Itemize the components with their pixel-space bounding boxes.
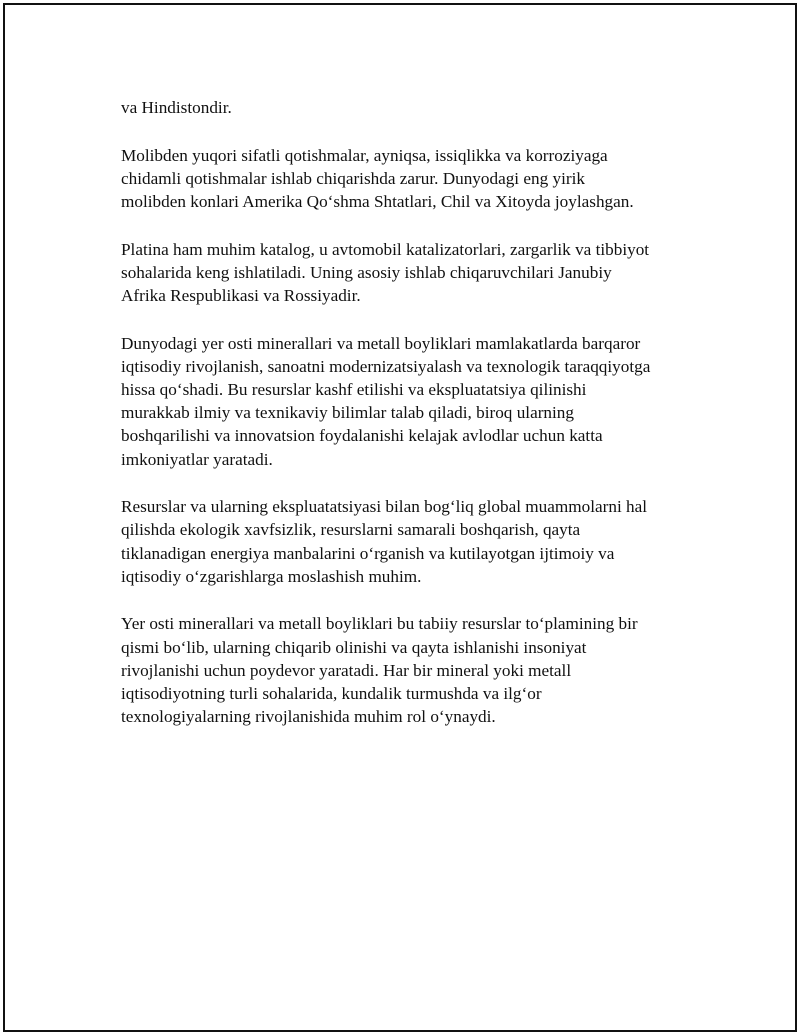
text-line: rivojlanishi uchun poydevor yaratadi. Har bir mineral yoki metall — [121, 660, 572, 680]
text-line: sohalarida keng ishlatiladi. Uning asosiy ishlab chiqaruvchilari Janubiy — [121, 262, 612, 282]
paragraph-2 — [121, 144, 701, 214]
paragraph-6 — [121, 612, 701, 728]
text-line: iqtisodiy o‘zgarishlarga moslashish muhim. — [121, 566, 422, 586]
paragraph-1 — [121, 96, 701, 119]
text-line: hissa qo‘shadi. Bu resurslar kashf etilishi va ekspluatatsiya qilinishi — [121, 380, 587, 399]
text-line: boshqarilishi va innovatsion foydalanishi kelajak avlodlar uchun katta — [121, 426, 603, 446]
text-line: va Hindistondir. — [121, 98, 232, 117]
text-line: Dunyodagi yer osti minerallari va metall boyliklari mamlakatlarda barqaror — [121, 333, 641, 353]
paragraph-3 — [121, 238, 701, 308]
text-line: imkoniyatlar yaratadi. — [121, 449, 273, 469]
page-frame — [3, 3, 797, 1032]
text-line: qilishda ekologik xavfsizlik, resurslarni samarali boshqarish, qayta — [121, 520, 581, 540]
text-line: texnologiyalarning rivojlanishida muhim rol o‘ynaydi. — [121, 707, 496, 727]
text-line: Platina ham muhim katalog, u avtomobil katalizatorlari, zargarlik va tibbiyot — [121, 239, 650, 259]
text-line: Yer osti minerallari va metall boyliklari bu tabiiy resurslar to‘plamining bir — [121, 614, 638, 634]
document-body — [121, 96, 701, 753]
text-line: Molibden yuqori sifatli qotishmalar, ayniqsa, issiqlikka va korroziyaga — [121, 145, 608, 165]
text-line: murakkab ilmiy va texnikaviy bilimlar talab qiladi, biroq ularning — [121, 403, 574, 423]
text-line: iqtisodiyotning turli sohalarida, kundalik turmushda va ilg‘or — [121, 684, 542, 704]
paragraph-5 — [121, 495, 701, 588]
text-line: Resurslar va ularning ekspluatatsiyasi bilan bog‘liq global muammolarni hal — [121, 497, 648, 517]
text-line: Afrika Respublikasi va Rossiyadir. — [121, 286, 361, 305]
paragraph-4 — [121, 332, 701, 471]
text-line: molibden konlari Amerika Qo‘shma Shtatlari, Chil va Xitoyda joylashgan. — [121, 192, 634, 211]
text-line: iqtisodiy rivojlanish, sanoatni modernizatsiyalash va texnologik taraqqiyotga — [121, 356, 651, 376]
text-line: qismi bo‘lib, ularning chiqarib olinishi va qayta ishlanishi insoniyat — [121, 637, 587, 657]
text-line: chidamli qotishmalar ishlab chiqarishda zarur. Dunyodagi eng yirik — [121, 168, 585, 188]
text-line: tiklanadigan energiya manbalarini o‘rganish va kutilayotgan ijtimoiy va — [121, 543, 615, 563]
